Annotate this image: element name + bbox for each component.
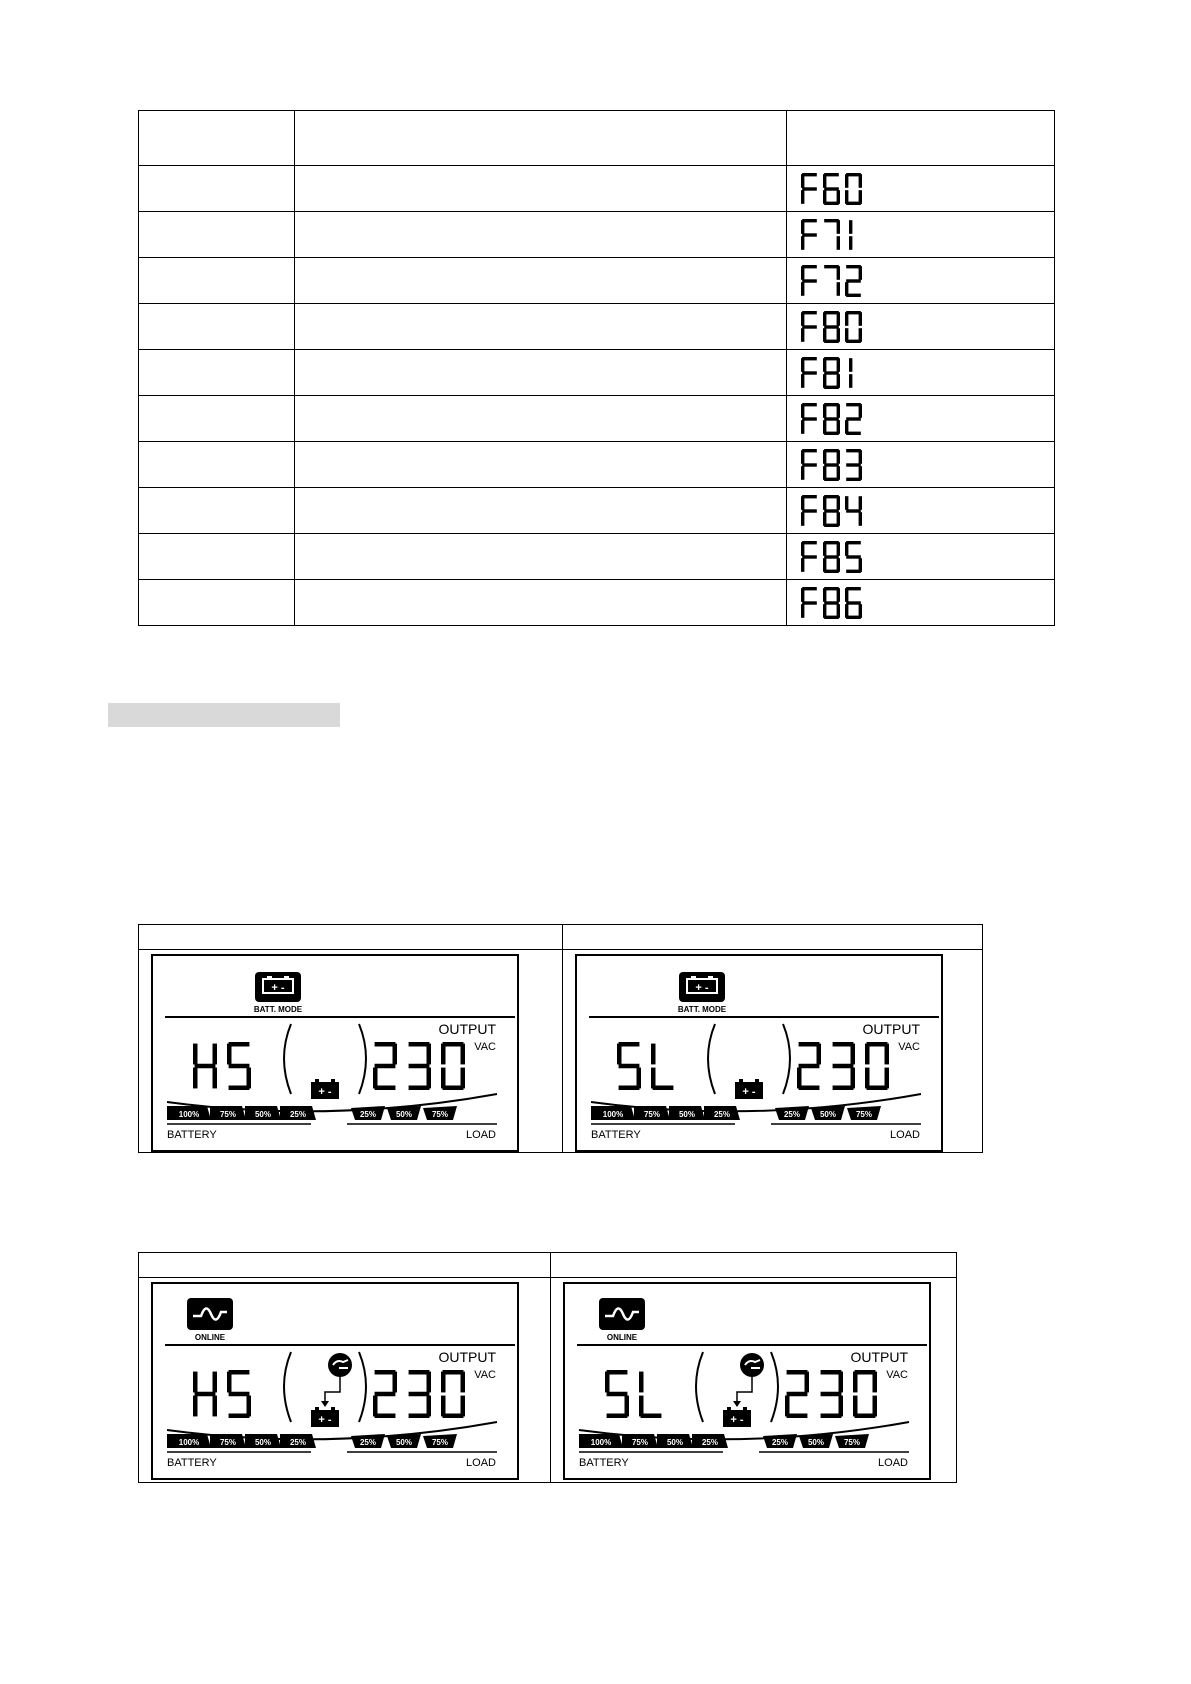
fault-code-display: [799, 217, 863, 253]
fault-cell-left: [139, 580, 295, 626]
fault-code-cell: [787, 488, 1055, 534]
segment-digit: [845, 587, 862, 619]
batt-mode-label: BATT. MODE: [677, 1005, 727, 1014]
fault-table-row: [139, 580, 1055, 626]
segment-digit: [845, 403, 862, 435]
fault-table-body: [139, 111, 1055, 626]
fault-cell-middle: [295, 258, 787, 304]
fault-cell-left: [139, 258, 295, 304]
battery-mode-icon: [679, 972, 725, 1002]
fault-cell-middle: [295, 396, 787, 442]
fault-cell-left: [139, 212, 295, 258]
battery-level-label: 75%: [643, 1110, 661, 1119]
header-cell-1: [139, 111, 295, 166]
segment-digit: [801, 495, 817, 526]
fault-code-display: [799, 447, 863, 483]
fault-code-display: [799, 263, 863, 299]
battery-icon: [723, 1407, 751, 1427]
battery-mode-icon: [255, 972, 301, 1002]
load-level-label: 75%: [431, 1438, 449, 1447]
battery-level-segment: [692, 1434, 728, 1448]
figure-caption-right: [563, 925, 983, 950]
fault-table-row: [139, 534, 1055, 580]
load-label: LOAD: [466, 1129, 496, 1141]
fault-cell-middle: [295, 580, 787, 626]
lcd-screen: [152, 955, 518, 1151]
battery-level-segment: [657, 1434, 693, 1448]
fault-code-display: [799, 585, 863, 621]
battery-level-label: 75%: [631, 1438, 649, 1447]
fault-table-header-row: [139, 111, 1055, 166]
header-cell-2: [295, 111, 787, 166]
load-level-segment: [763, 1434, 797, 1448]
lcd-screen: [576, 955, 942, 1151]
figure-caption-row: [139, 1253, 957, 1278]
fault-cell-left: [139, 350, 295, 396]
lcd-panel: [139, 950, 563, 1152]
battery-icon: [311, 1079, 339, 1099]
output-label: OUTPUT: [438, 1021, 496, 1037]
load-level-label: 75%: [855, 1110, 873, 1119]
battery-level-segment: [669, 1106, 705, 1120]
fault-code-cell: [787, 166, 1055, 212]
fault-code-cell: [787, 442, 1055, 488]
battery-level-label: 100%: [590, 1438, 612, 1447]
battery-level-segment: [210, 1106, 246, 1120]
segment-digit: [824, 219, 840, 250]
fault-code-display: [799, 355, 863, 391]
battery-polarity-icon: + -: [318, 1414, 332, 1426]
battery-label: BATTERY: [591, 1129, 641, 1141]
load-level-label: 25%: [359, 1110, 377, 1119]
load-level-segment: [423, 1106, 457, 1120]
segment-digit: [824, 265, 840, 296]
battery-label: BATTERY: [167, 1457, 217, 1469]
load-level-segment: [351, 1106, 385, 1120]
fault-code-display: [799, 401, 863, 437]
load-label: LOAD: [878, 1457, 908, 1469]
lcd-figure-online-mode: [138, 1252, 957, 1483]
load-level-segment: [423, 1434, 457, 1448]
load-level-label: 50%: [819, 1110, 837, 1119]
online-label: ONLINE: [194, 1333, 226, 1342]
fault-table-row: [139, 350, 1055, 396]
online-mode-icon: [187, 1298, 233, 1330]
fault-cell-middle: [295, 534, 787, 580]
battery-level-label: 25%: [289, 1438, 307, 1447]
segment-digit: [845, 265, 862, 297]
segment-digit: [823, 449, 840, 481]
battery-level-segment: [622, 1434, 658, 1448]
fault-cell-left: [139, 396, 295, 442]
battery-level-segment: [245, 1434, 281, 1448]
battery-level-label: 100%: [602, 1110, 624, 1119]
figure-caption-right: [551, 1253, 957, 1278]
fault-cell-left: [139, 534, 295, 580]
battery-level-label: 100%: [178, 1110, 200, 1119]
fault-table-row: [139, 304, 1055, 350]
section-title-bar: [108, 703, 340, 727]
load-level-label: 50%: [395, 1110, 413, 1119]
lcd-panel: [551, 1278, 957, 1482]
lcd-screen: [564, 1283, 930, 1479]
battery-polarity-icon: + -: [318, 1086, 332, 1098]
fault-table-row: [139, 258, 1055, 304]
batt-mode-label: BATT. MODE: [253, 1005, 303, 1014]
battery-level-label: 25%: [701, 1438, 719, 1447]
battery-level-label: 75%: [219, 1110, 237, 1119]
figure-caption-row: [139, 925, 983, 950]
voltage-unit-label: VAC: [886, 1369, 908, 1381]
segment-digit: [845, 311, 862, 343]
figure-panel-row: [139, 950, 983, 1153]
fault-code-table: [138, 110, 1055, 626]
battery-level-label: 100%: [178, 1438, 200, 1447]
segment-digit: [823, 587, 840, 619]
load-level-segment: [351, 1434, 385, 1448]
battery-polarity-icon: + -: [695, 982, 709, 994]
battery-level-segment: [579, 1434, 623, 1448]
figure-caption-left: [139, 1253, 551, 1278]
lcd-cell-left: [139, 1278, 551, 1483]
ac-plug-icon: [328, 1353, 352, 1377]
fault-table-row: [139, 488, 1055, 534]
segment-digit: [801, 311, 817, 342]
load-level-label: 25%: [771, 1438, 789, 1447]
segment-digit: [823, 495, 840, 527]
lcd-cell-right: [551, 1278, 957, 1483]
load-level-segment: [387, 1106, 421, 1120]
fault-cell-middle: [295, 442, 787, 488]
lcd-panel: [139, 1278, 551, 1482]
segment-digit: [801, 587, 817, 618]
fault-cell-left: [139, 488, 295, 534]
fault-code-cell: [787, 258, 1055, 304]
battery-level-segment: [704, 1106, 740, 1120]
battery-level-label: 25%: [289, 1110, 307, 1119]
battery-icon: [311, 1407, 339, 1427]
segment-digit: [801, 403, 817, 434]
fault-code-display: [799, 171, 863, 207]
fault-code-cell: [787, 534, 1055, 580]
segment-digit: [801, 541, 817, 572]
lcd-cell-left: [139, 950, 563, 1153]
header-cell-3: [787, 111, 1055, 166]
load-label: LOAD: [466, 1457, 496, 1469]
load-level-segment: [775, 1106, 809, 1120]
load-level-label: 25%: [783, 1110, 801, 1119]
load-level-label: 25%: [359, 1438, 377, 1447]
voltage-unit-label: VAC: [474, 1041, 496, 1053]
lcd-figure-battery-mode: [138, 924, 983, 1153]
fault-code-cell: [787, 580, 1055, 626]
load-level-segment: [387, 1434, 421, 1448]
load-level-label: 75%: [843, 1438, 861, 1447]
battery-level-segment: [210, 1434, 246, 1448]
battery-level-label: 50%: [678, 1110, 696, 1119]
battery-label: BATTERY: [579, 1457, 629, 1469]
segment-digit: [823, 173, 840, 205]
figure-panel-row: [139, 1278, 957, 1483]
output-label: OUTPUT: [850, 1349, 908, 1365]
lcd-panel: [563, 950, 983, 1152]
voltage-unit-label: VAC: [474, 1369, 496, 1381]
battery-level-segment: [245, 1106, 281, 1120]
battery-level-label: 75%: [219, 1438, 237, 1447]
fault-code-display: [799, 539, 863, 575]
output-label: OUTPUT: [862, 1021, 920, 1037]
segment-digit: [823, 403, 840, 435]
fault-table-row: [139, 396, 1055, 442]
battery-level-segment: [634, 1106, 670, 1120]
load-level-label: 50%: [395, 1438, 413, 1447]
battery-level-label: 50%: [666, 1438, 684, 1447]
lcd-screen: [152, 1283, 518, 1479]
voltage-unit-label: VAC: [898, 1041, 920, 1053]
online-mode-icon: [599, 1298, 645, 1330]
segment-digit: [823, 311, 840, 343]
online-label: ONLINE: [606, 1333, 638, 1342]
segment-digit: [823, 357, 840, 389]
fault-code-display: [799, 493, 863, 529]
load-level-segment: [799, 1434, 833, 1448]
fault-cell-left: [139, 442, 295, 488]
segment-digit: [849, 358, 852, 388]
fault-cell-middle: [295, 166, 787, 212]
segment-digit: [845, 496, 862, 526]
load-level-segment: [811, 1106, 845, 1120]
load-level-label: 75%: [431, 1110, 449, 1119]
segment-digit: [823, 541, 840, 573]
battery-polarity-icon: + -: [271, 982, 285, 994]
ac-plug-icon: [740, 1353, 764, 1377]
segment-digit: [801, 449, 817, 480]
battery-level-segment: [280, 1106, 316, 1120]
battery-level-label: 50%: [254, 1110, 272, 1119]
segment-digit: [846, 449, 862, 481]
fault-table-row: [139, 166, 1055, 212]
segment-digit: [849, 220, 852, 250]
fault-cell-middle: [295, 350, 787, 396]
load-level-label: 50%: [807, 1438, 825, 1447]
fault-table-row: [139, 442, 1055, 488]
battery-level-segment: [167, 1434, 211, 1448]
battery-level-segment: [280, 1434, 316, 1448]
battery-level-segment: [167, 1106, 211, 1120]
segment-digit: [845, 173, 862, 205]
battery-level-segment: [591, 1106, 635, 1120]
fault-cell-middle: [295, 212, 787, 258]
load-level-segment: [835, 1434, 869, 1448]
battery-label: BATTERY: [167, 1129, 217, 1141]
fault-cell-left: [139, 166, 295, 212]
segment-digit: [801, 219, 817, 250]
fault-table-row: [139, 212, 1055, 258]
fault-code-cell: [787, 212, 1055, 258]
segment-digit: [801, 265, 817, 296]
load-label: LOAD: [890, 1129, 920, 1141]
output-label: OUTPUT: [438, 1349, 496, 1365]
lcd-cell-right: [563, 950, 983, 1153]
segment-digit: [801, 357, 817, 388]
segment-digit: [801, 173, 817, 204]
fault-code-display: [799, 309, 863, 345]
battery-level-label: 25%: [713, 1110, 731, 1119]
fault-code-cell: [787, 350, 1055, 396]
segment-digit: [845, 541, 862, 573]
load-level-segment: [847, 1106, 881, 1120]
battery-polarity-icon: + -: [730, 1414, 744, 1426]
fault-cell-middle: [295, 488, 787, 534]
fault-cell-middle: [295, 304, 787, 350]
battery-polarity-icon: + -: [742, 1086, 756, 1098]
battery-icon: [735, 1079, 763, 1099]
fault-cell-left: [139, 304, 295, 350]
battery-level-label: 50%: [254, 1438, 272, 1447]
fault-code-cell: [787, 396, 1055, 442]
figure-caption-left: [139, 925, 563, 950]
fault-code-cell: [787, 304, 1055, 350]
